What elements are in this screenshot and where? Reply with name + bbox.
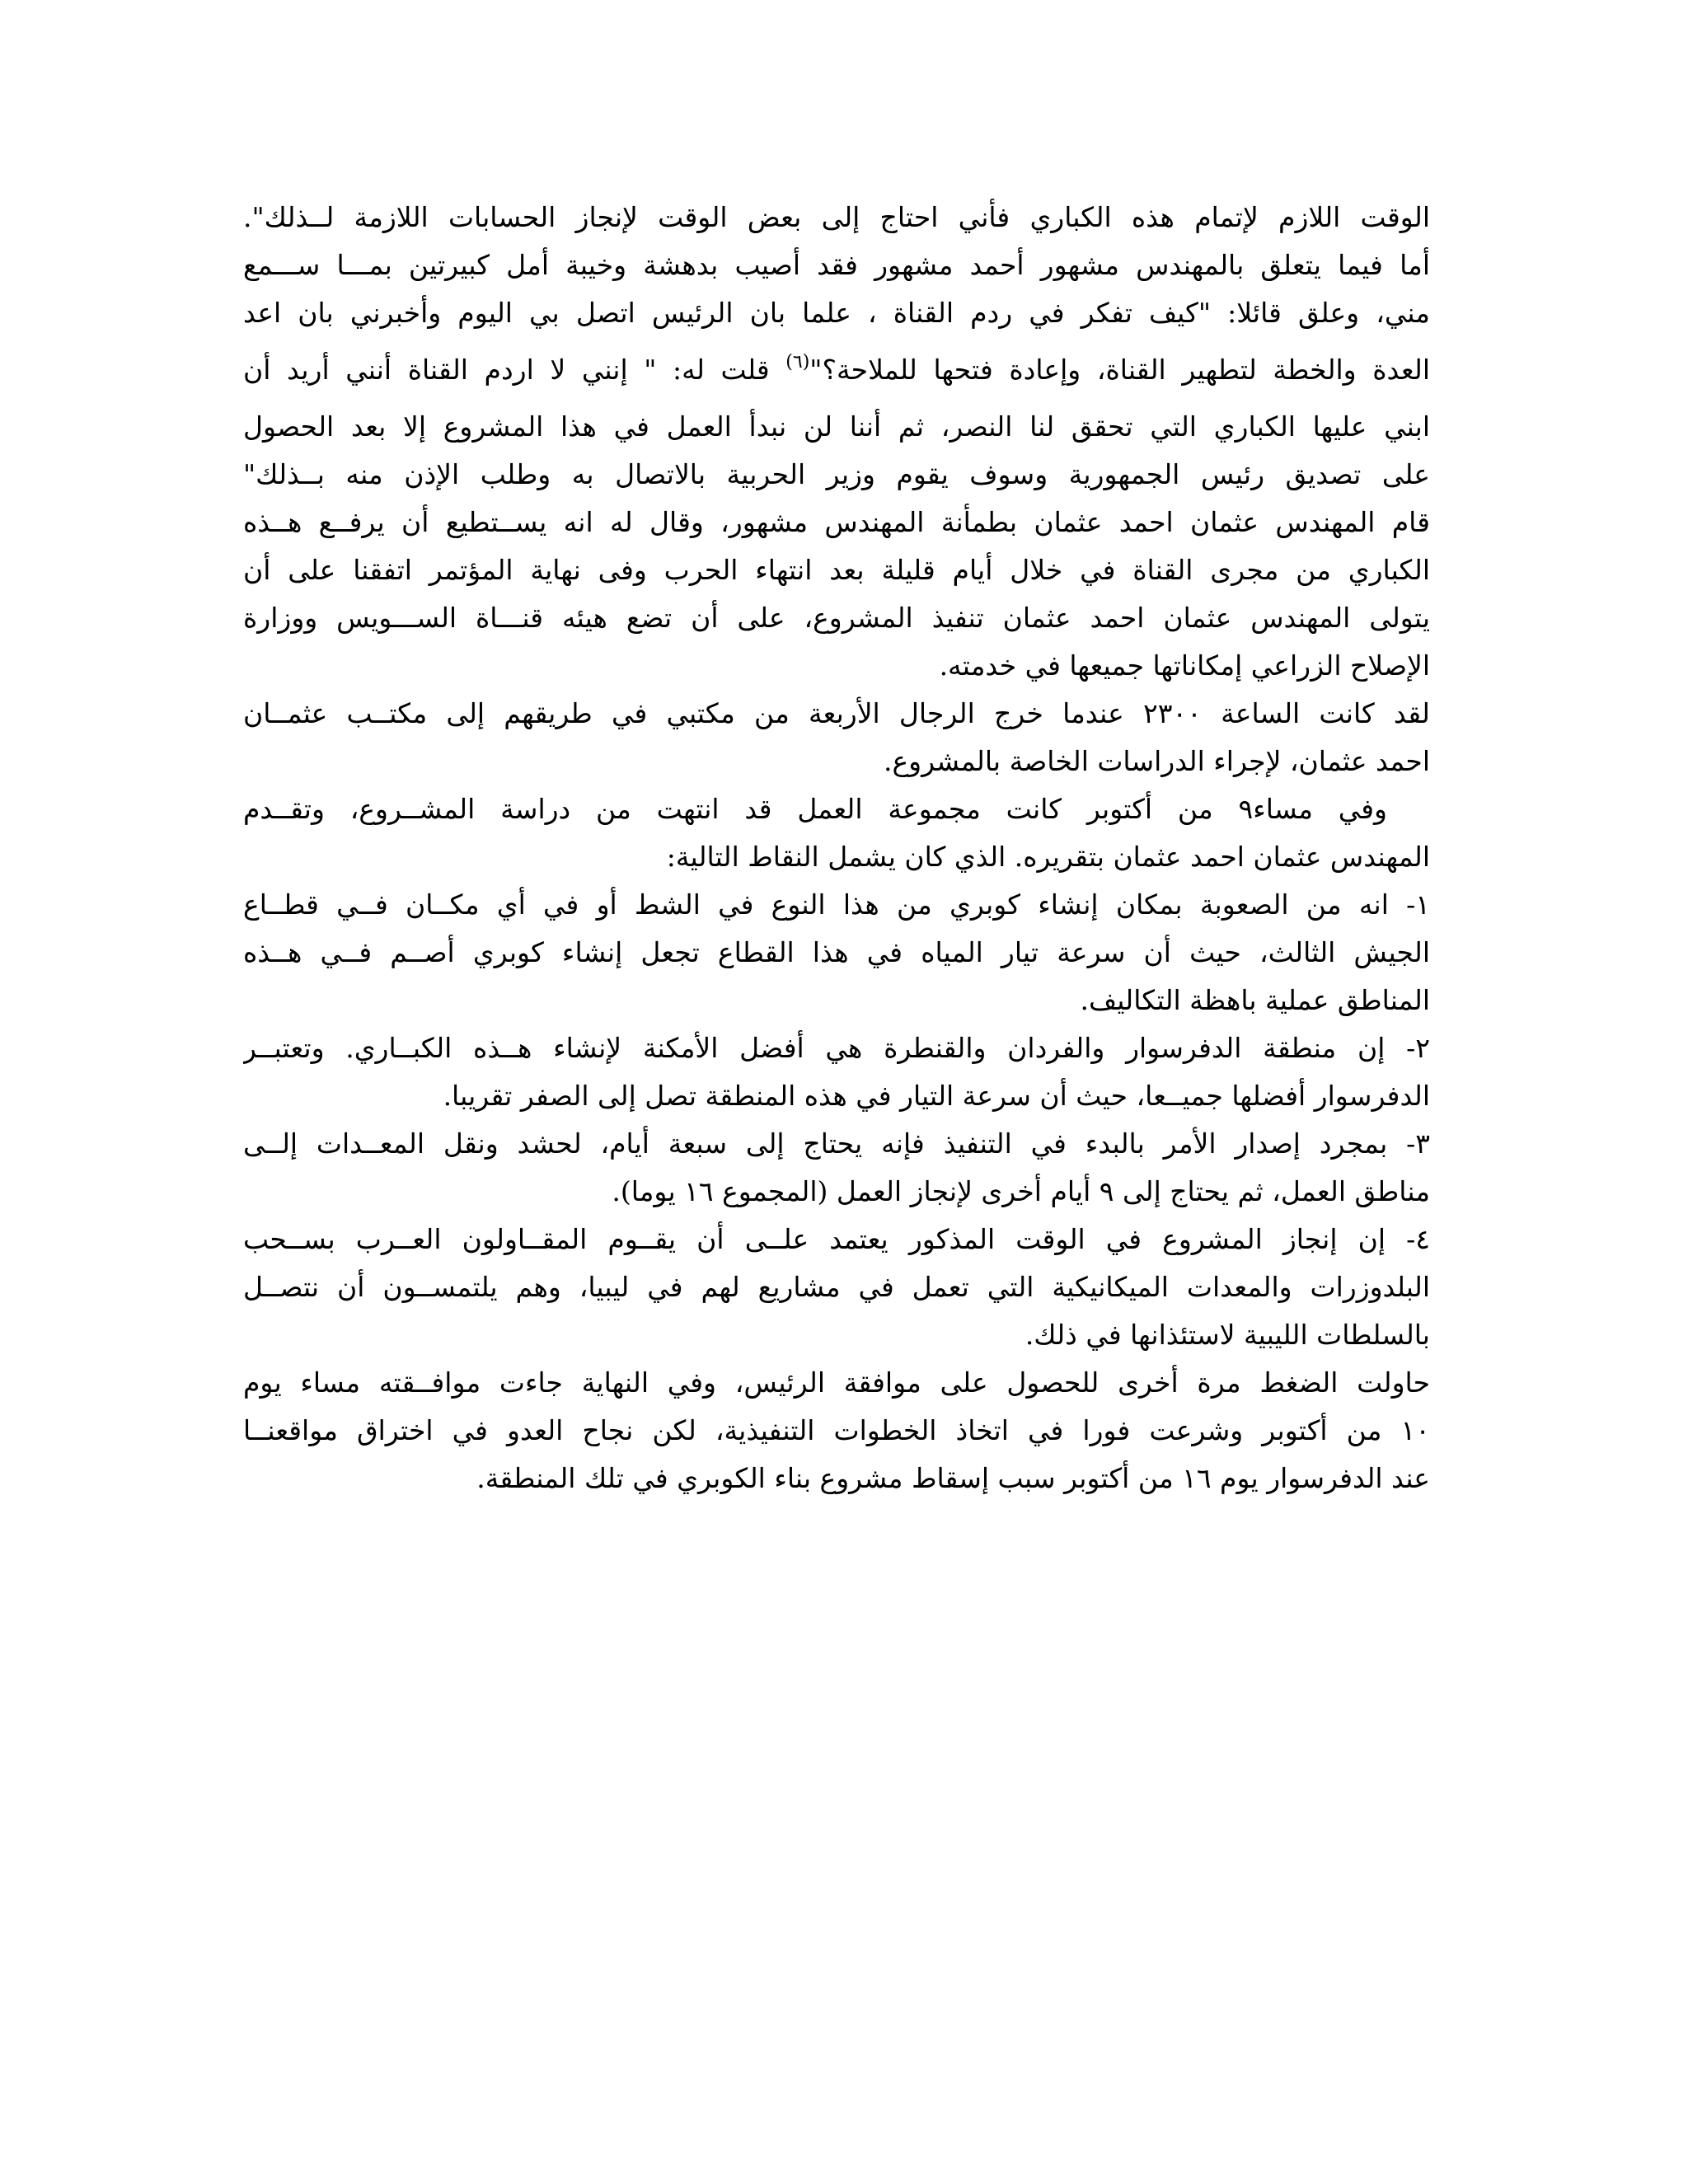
text-segment: العدة والخطة لتطهير القناة، وإعادة فتحها للملاحة؟" [809, 354, 1430, 386]
text-line: الجيش الثالث، حيث أن سرعة تيار المياه في هذا القطاع تجعل إنشاء كوبري أصــم فــي هــذه [243, 936, 1430, 968]
text-line: الوقت اللازم لإتمام هذه الكباري فأني احتاج إلى بعض الوقت لإنجاز الحسابات اللازمة لــذلك". [243, 201, 1430, 233]
text-line: أما فيما يتعلق بالمهندس مشهور أحمد مشهور فقد أصيب بدهشة وخيبة أمل كبيرتين بمـــا ســـمع [243, 249, 1430, 281]
text-line: الكباري من مجرى القناة في خلال أيام قليلة بعد انتهاء الحرب وفى نهاية المؤتمر اتفقنا على أن [243, 554, 1430, 586]
text-line: ١٠ من أكتوبر وشرعت فورا في اتخاذ الخطوات التنفيذية، لكن نجاح العدو في اختراق مواقعنــا [243, 1414, 1430, 1446]
text-line: عند الدفرسوار يوم ١٦ من أكتوبر سبب إسقاط مشروع بناء الكوبري في تلك المنطقة. [476, 1462, 1430, 1494]
text-line: الدفرسوار أفضلها جميــعا، حيث أن سرعة التيار في هذه المنطقة تصل إلى الصفر تقريبا. [443, 1080, 1430, 1112]
text-line: الإصلاح الزراعي إمكاناتها جميعها في خدمته. [939, 649, 1430, 682]
text-line: ٣- بمجرد إصدار الأمر بالبدء في التنفيذ فإنه يحتاج إلى سبعة أيام، لحشد ونقل المعــدات إلــى [243, 1127, 1430, 1160]
text-segment: قلت له: " إنني لا اردم القناة أنني أريد أن [243, 354, 786, 386]
text-line: على تصديق رئيس الجمهورية وسوف يقوم وزير الحربية بالاتصال به وطلب الإذن منه بــذلك" [243, 458, 1430, 490]
text-line: المناطق عملية باهظة التكاليف. [1080, 984, 1430, 1016]
text-line: حاولت الضغط مرة أخرى للحصول على موافقة الرئيس، وفي النهاية جاءت موافــقته مساء يوم [243, 1366, 1430, 1399]
text-line: ابني عليها الكباري التي تحقق لنا النصر، ثم أننا لن نبدأ العمل في هذا المشروع إلا بعد الحصول [243, 410, 1430, 443]
text-line: المهندس عثمان احمد عثمان بتقريره. الذي كان يشمل النقاط التالية: [666, 841, 1430, 873]
text-line: ٤- إن إنجاز المشروع في الوقت المذكور يعتمد علــى أن يقــوم المقــاولون العــرب بســحب [243, 1223, 1430, 1255]
text-line: مني، وعلق قائلا: "كيف تفكر في ردم القناة ، علما بان الرئيس اتصل بي اليوم وأخبرني بان اعد [243, 297, 1430, 329]
text-line: يتولى المهندس عثمان احمد عثمان تنفيذ المشروع، على أن تضع هيئه قنـــاة الســـويس ووزارة [243, 602, 1430, 634]
text-line: وفي مساء٩ من أكتوبر كانت مجموعة العمل قد انتهت من دراسة المشــروع، وتقــدم [243, 793, 1387, 825]
text-line: البلدوزرات والمعدات الميكانيكية التي تعمل في مشاريع لهم في ليبيا، وهم يلتمســون أن نتصــل [243, 1271, 1430, 1303]
text-line-with-footnote [243, 337, 1430, 403]
text-line: لقد كانت الساعة ٢٣٠٠ عندما خرج الرجال الأربعة من مكتبي في طريقهم إلى مكتــب عثمــان [243, 697, 1430, 729]
text-line: مناطق العمل، ثم يحتاج إلى ٩ أيام أخرى لإنجاز العمل (المجموع ١٦ يوما). [612, 1175, 1430, 1207]
document-page [243, 194, 1430, 1502]
text-line: ٢- إن منطقة الدفرسوار والفردان والقنطرة هي أفضل الأمكنة لإنشاء هــذه الكبــاري. وتعتبــر [243, 1032, 1430, 1064]
footnote-marker: (٦) [785, 352, 810, 373]
text-line: قام المهندس عثمان احمد عثمان بطمأنة المهندس مشهور، وقال له انه يســتطيع أن يرفــع هــذه [243, 506, 1430, 538]
text-line: ١- انه من الصعوبة بمكان إنشاء كوبري من هذا النوع في الشط أو في أي مكــان فــي قطــاع [243, 888, 1430, 921]
text-line: احمد عثمان، لإجراء الدراسات الخاصة بالمشروع. [883, 745, 1430, 777]
text-line: بالسلطات الليبية لاستئذانها في ذلك. [1025, 1319, 1430, 1351]
